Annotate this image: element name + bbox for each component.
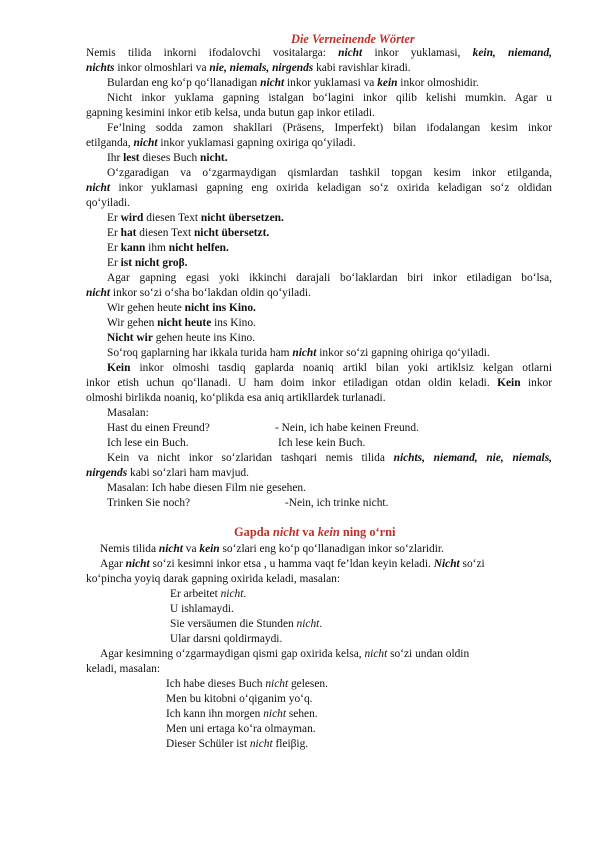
example-answer: Ich lese kein Buch. xyxy=(278,437,366,449)
text-run: nicht xyxy=(292,347,317,359)
text-run: Nemis tilida inkorni ifodalovchi vositalarga: xyxy=(86,47,339,59)
text-run: nicht xyxy=(133,137,158,149)
text-run: nicht heute xyxy=(157,317,212,329)
text-run: nicht xyxy=(220,588,244,600)
text-run: kein xyxy=(377,77,398,89)
text-run: Nicht wir xyxy=(107,332,153,344)
example-line: Men bu kitobni o‘qiganim yo‘q. xyxy=(166,693,313,705)
text-run: nicht xyxy=(260,77,285,89)
example-line xyxy=(170,617,322,632)
text-run: nie, niemals, nirgends xyxy=(209,62,314,74)
text-run: etilganda, xyxy=(86,137,134,149)
text-run: Er xyxy=(107,212,121,224)
example-line xyxy=(107,226,269,241)
text-run: Ihr xyxy=(107,152,124,164)
example-line xyxy=(107,256,187,271)
text-run: so‘zi kesimni inkor etsa , u hamma vaqt fe’ldan keyin keladi. xyxy=(149,558,434,570)
example-line: Masalan: Ich habe diesen Film nie gesehen. xyxy=(107,482,306,494)
text-run: nicht xyxy=(125,558,150,570)
text-run: so‘zi undan oldin xyxy=(387,648,470,660)
paragraph-line xyxy=(86,181,552,196)
paragraph-line: keladi, masalan: xyxy=(86,663,161,675)
text-run: Kein xyxy=(107,362,131,374)
text-run: Er arbeitet xyxy=(170,588,221,600)
example-answer: -Nein, ich trinke nicht. xyxy=(285,497,389,509)
example-question: Ich lese ein Buch. xyxy=(107,437,189,449)
example-line xyxy=(166,677,328,692)
example-line xyxy=(107,241,229,256)
text-run: wird xyxy=(120,212,144,224)
text-run: gelesen. xyxy=(288,678,328,690)
text-run: lest xyxy=(123,152,140,164)
paragraph-line xyxy=(100,542,444,557)
example-line xyxy=(107,151,228,166)
text-run: Ich kann ihn morgen xyxy=(166,708,264,720)
text-run: inkor olmoshlari va xyxy=(114,62,210,74)
text-run: nicht übersetzt. xyxy=(193,227,270,239)
text-run: Bulardan eng ko‘p qo‘llanadigan xyxy=(107,77,261,89)
text-run: Er xyxy=(107,242,121,254)
text-run: inkor yuklamasi va xyxy=(284,77,378,89)
example-line xyxy=(107,331,255,346)
paragraph-line xyxy=(86,376,552,391)
text-run: inkor olmoshidir. xyxy=(397,77,479,89)
text-run: nicht xyxy=(86,287,111,299)
text-run: so‘zi xyxy=(459,558,485,570)
paragraph-line: olmoshi birlikda noaniq, ko‘plikda esa aniq artikllardek turlanadi. xyxy=(86,392,386,404)
paragraph-line xyxy=(107,451,552,466)
text-run: Ich habe dieses Buch xyxy=(166,678,266,690)
paragraph-line: Nicht inkor yuklama gapning istalgan bo‘lagini inkor qilib kelishi mumkin. Agar u xyxy=(107,92,552,104)
text-run: hat xyxy=(120,227,137,239)
text-run: inkor yuklamasi gapning eng oxirida keladigan so‘z oxirida keladigan so‘z oldidan xyxy=(110,182,552,194)
example-line xyxy=(107,211,284,226)
text-run: diesen Text xyxy=(143,212,201,224)
section-title: Die Verneinende Wörter xyxy=(291,32,415,46)
text-run: nicht. xyxy=(200,152,228,164)
text-run: nicht ins Kino. xyxy=(184,302,256,314)
text-run: Nemis tilida xyxy=(100,543,159,555)
paragraph-line: gapning kesimini inkor etib kelsa, unda butun gap inkor etiladi. xyxy=(86,107,375,119)
example-question: Hast du einen Freund? xyxy=(107,422,210,434)
text-run: nichts xyxy=(86,62,115,74)
text-run: . xyxy=(243,588,247,600)
text-run: inkor etish uchun qo‘llanadi. U ham doim inkor etiladigan otdan oldin keladi. xyxy=(86,377,498,389)
text-run: Nicht xyxy=(433,558,460,570)
paragraph-line: ko‘pincha yoyiq darak gapning oxirida keladi, masalan: xyxy=(86,573,340,585)
example-answer: - Nein, ich habe keinen Freund. xyxy=(275,422,419,434)
text-run: inkor yuklamasi gapning oxiriga qo‘yiladi. xyxy=(157,137,356,149)
text-run: nicht xyxy=(364,648,388,660)
text-run: Kein va nicht inkor so‘zlaridan tashqari nemis tilida xyxy=(107,452,394,464)
text-run: Kein xyxy=(497,377,521,389)
text-run: sehen. xyxy=(286,708,318,720)
text-run: nicht xyxy=(263,708,287,720)
text-run: kein xyxy=(199,543,220,555)
text-run: gehen heute ins Kino. xyxy=(152,332,256,344)
paragraph-line xyxy=(107,76,479,91)
text-run: inkor so‘zi gapning ohiriga qo‘yiladi. xyxy=(316,347,490,359)
text-run: Sie versäumen die Stunden xyxy=(170,618,297,630)
paragraph-line xyxy=(107,361,552,376)
example-line: Men uni ertaga ko‘ra olmayman. xyxy=(166,723,316,735)
text-run: kabi so‘zlari ham mavjud. xyxy=(127,467,249,479)
text-run: nicht xyxy=(338,47,363,59)
paragraph-line: O‘zgaradigan va o‘zgarmaydigan qismlardan tashkil topgan kesim inkor etilganda, xyxy=(107,167,552,179)
paragraph-line xyxy=(100,647,469,662)
text-run: Agar kesimning o‘zgarmaydigan qismi gap oxirida kelsa, xyxy=(100,648,365,660)
text-run: . xyxy=(319,618,323,630)
text-run: nicht helfen. xyxy=(168,242,229,254)
text-run: nicht xyxy=(158,543,183,555)
text-run: ihm xyxy=(145,242,169,254)
paragraph-line xyxy=(107,346,490,361)
text-run: ist nicht groβ. xyxy=(120,257,188,269)
paragraph-line xyxy=(86,136,356,151)
example-question: Trinken Sie noch? xyxy=(107,497,191,509)
example-line xyxy=(170,587,246,602)
paragraph-line xyxy=(86,466,249,481)
paragraph-line: Fe’lning sodda zamon shakllari (Präsens, Imperfekt) bilan ifodalangan kesim inkor xyxy=(107,122,552,134)
text-run: Er xyxy=(107,257,121,269)
text-run: nicht xyxy=(296,618,320,630)
example-line: Ular darsni qoldirmaydi. xyxy=(170,633,283,645)
example-line xyxy=(107,316,256,331)
example-line xyxy=(166,707,318,722)
text-run: Agar xyxy=(100,558,126,570)
paragraph-line xyxy=(86,286,311,301)
text-run: fleiβig. xyxy=(272,738,309,750)
text-run: inkor yuklamasi, xyxy=(362,47,473,59)
example-line xyxy=(107,301,256,316)
text-run: nichts, niemand, nie, niemals, xyxy=(393,452,552,464)
text-run: ins Kino. xyxy=(211,317,256,329)
text-run: inkor xyxy=(520,377,552,389)
text-run: kein, niemand, xyxy=(472,47,552,59)
text-run: Wir gehen xyxy=(107,317,158,329)
example-line: U ishlamaydi. xyxy=(170,603,234,615)
example-line xyxy=(166,737,308,752)
text-run: inkor olmoshi tasdiq gaplarda noaniq artikl bilan yoki artiklsiz kelgan otlarni xyxy=(130,362,552,374)
paragraph-line: qo‘yiladi. xyxy=(86,197,130,209)
text-run: nicht übersetzen. xyxy=(200,212,284,224)
text-run: inkor so‘zi o‘sha bo‘lakdan oldin qo‘yiladi. xyxy=(110,287,311,299)
paragraph-line: Masalan: xyxy=(107,407,149,419)
text-run: so‘zlari eng ko‘p qo‘llanadigan inkor so‘zlaridir. xyxy=(219,543,444,555)
text-run: nicht xyxy=(86,182,111,194)
text-run: kabi ravishlar kiradi. xyxy=(313,62,411,74)
text-run: nicht xyxy=(249,738,273,750)
text-run: nicht xyxy=(265,678,289,690)
text-run: nirgends xyxy=(86,467,128,479)
text-run: dieses Buch xyxy=(139,152,201,164)
text-run: Wir gehen heute xyxy=(107,302,185,314)
paragraph-line: Agar gapning egasi yoki ikkinchi darajali bo‘laklardan biri inkor etiladigan bo‘lsa, xyxy=(107,272,552,284)
paragraph-line xyxy=(86,61,411,76)
text-run: Er xyxy=(107,227,121,239)
text-run: Dieser Schüler ist xyxy=(166,738,250,750)
text-run: va xyxy=(182,543,200,555)
paragraph-line xyxy=(86,46,552,61)
text-run: diesen Text xyxy=(136,227,194,239)
text-run: kann xyxy=(120,242,146,254)
section-title-2: Gapda nicht va kein ning o‘rni xyxy=(234,525,396,539)
paragraph-line xyxy=(100,557,485,572)
text-run: So‘roq gaplarning har ikkala turida ham xyxy=(107,347,293,359)
